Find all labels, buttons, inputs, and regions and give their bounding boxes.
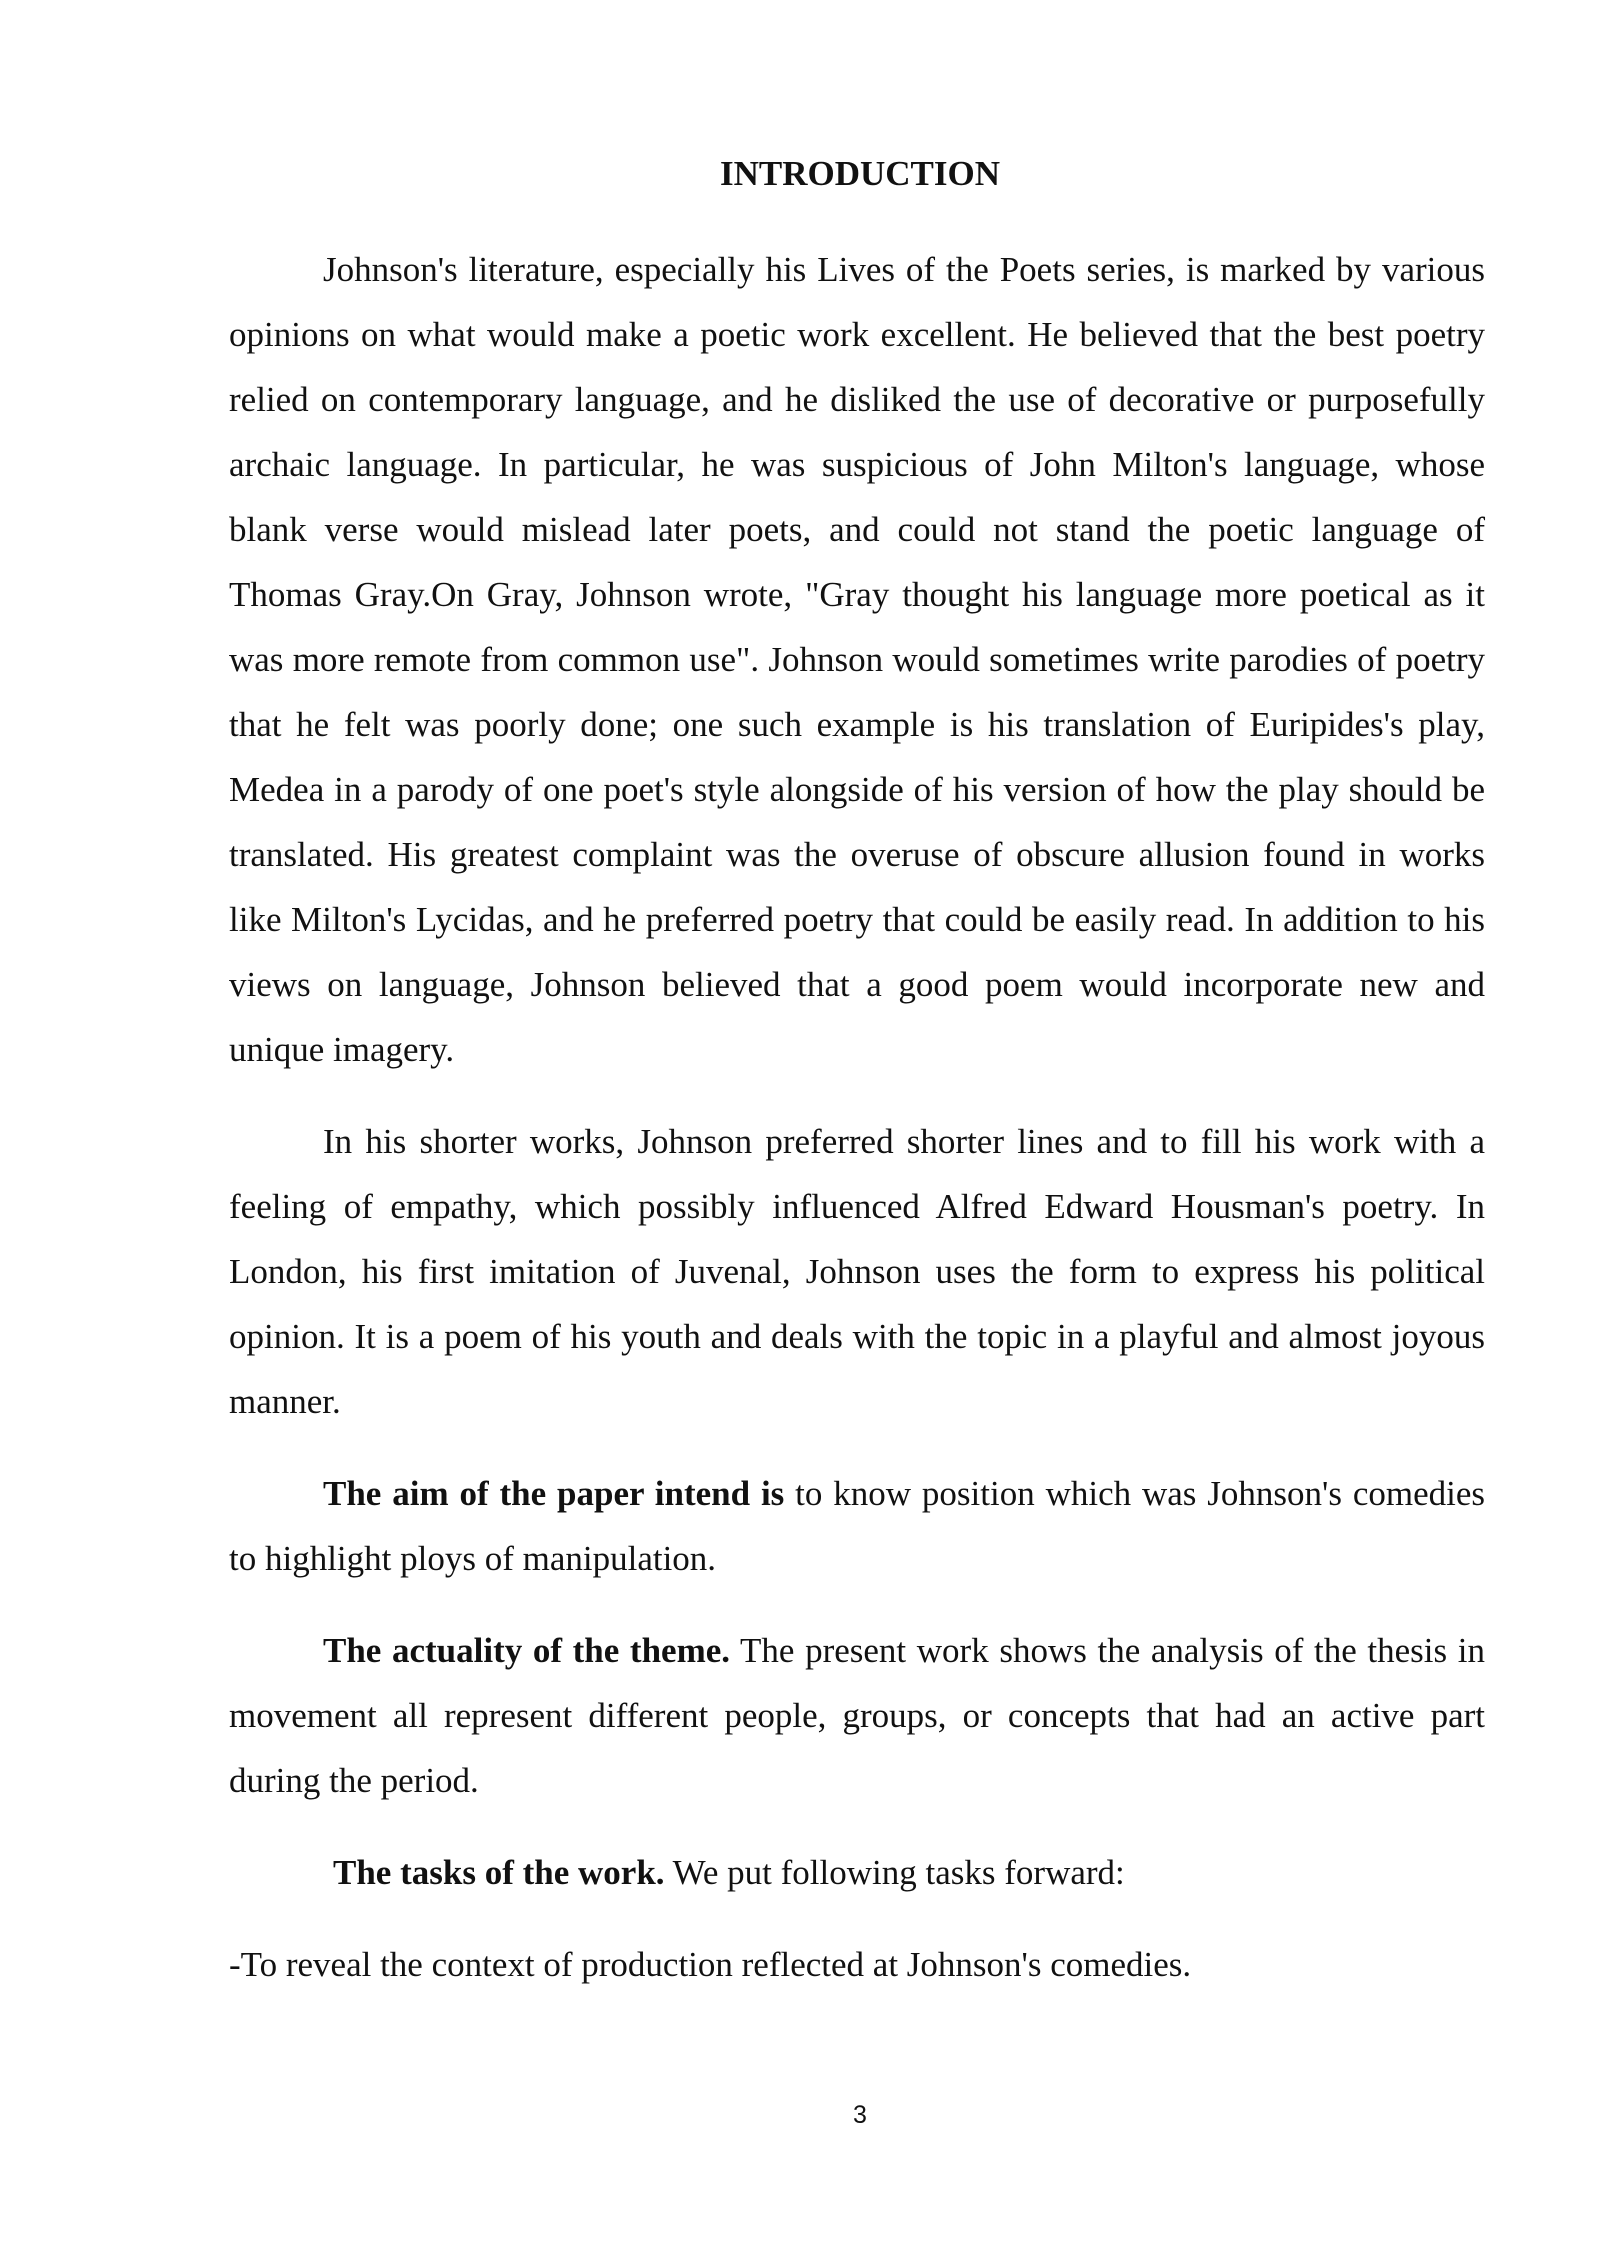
paragraph-johnson-literature: Johnson's literature, especially his Lives of the Poets series, is marked by various opinions on what would make a poetic work excellent. He believed that the best poetry relied on contemporary language, and he disliked the use of decorative or purposefully archaic language. In particular, he was suspicious of John Milton's language, whose blank verse would mislead later poets, and could not stand the poetic language of Thomas Gray.On Gray, Johnson wrote, "Gray thought his language more poetical as it was more remote from common use". Johnson would sometimes write parodies of poetry that he felt was poorly done; one such example is his translation of Euripides's play, Medea in a parody of one poet's style alongside of his version of how the play should be translated. His greatest complaint was the overuse of obscure allusion found in works like Milton's Lycidas, and he preferred poetry that could be easily read. In addition to his views on language, Johnson believed that a good poem would incorporate new and unique imagery. <box>229 250 1485 1069</box>
aim-heading: The aim of the paper intend is <box>323 1474 785 1513</box>
paragraph-tasks <box>229 1840 1485 1905</box>
tasks-text: We put following tasks forward: <box>664 1853 1125 1892</box>
page-number: 3 <box>853 2101 867 2129</box>
document-body <box>229 237 1485 1997</box>
aim-text: to know position which was Johnson's comedies to highlight ploys of manipulation. <box>229 1474 1485 1578</box>
paragraph-actuality <box>229 1618 1485 1813</box>
task-item: -To reveal the context of production reflected at Johnson's comedies. <box>229 1945 1192 1984</box>
paragraph-shorter-works: In his shorter works, Johnson preferred shorter lines and to fill his work with a feeling of empathy, which possibly influenced Alfred Edward Housman's poetry. In London, his first imitation of Juvenal, Johnson uses the form to express his political opinion. It is a poem of his youth and deals with the topic in a playful and almost joyous manner. <box>229 1122 1485 1421</box>
tasks-heading: The tasks of the work. <box>333 1853 665 1892</box>
paragraph-aim <box>229 1461 1485 1591</box>
actuality-heading: The actuality of the theme. <box>323 1631 731 1670</box>
actuality-text: The present work shows the analysis of the thesis in movement all represent different people, groups, or concepts that had an active part during the period. <box>229 1631 1485 1800</box>
page-title: INTRODUCTION <box>719 154 1001 193</box>
